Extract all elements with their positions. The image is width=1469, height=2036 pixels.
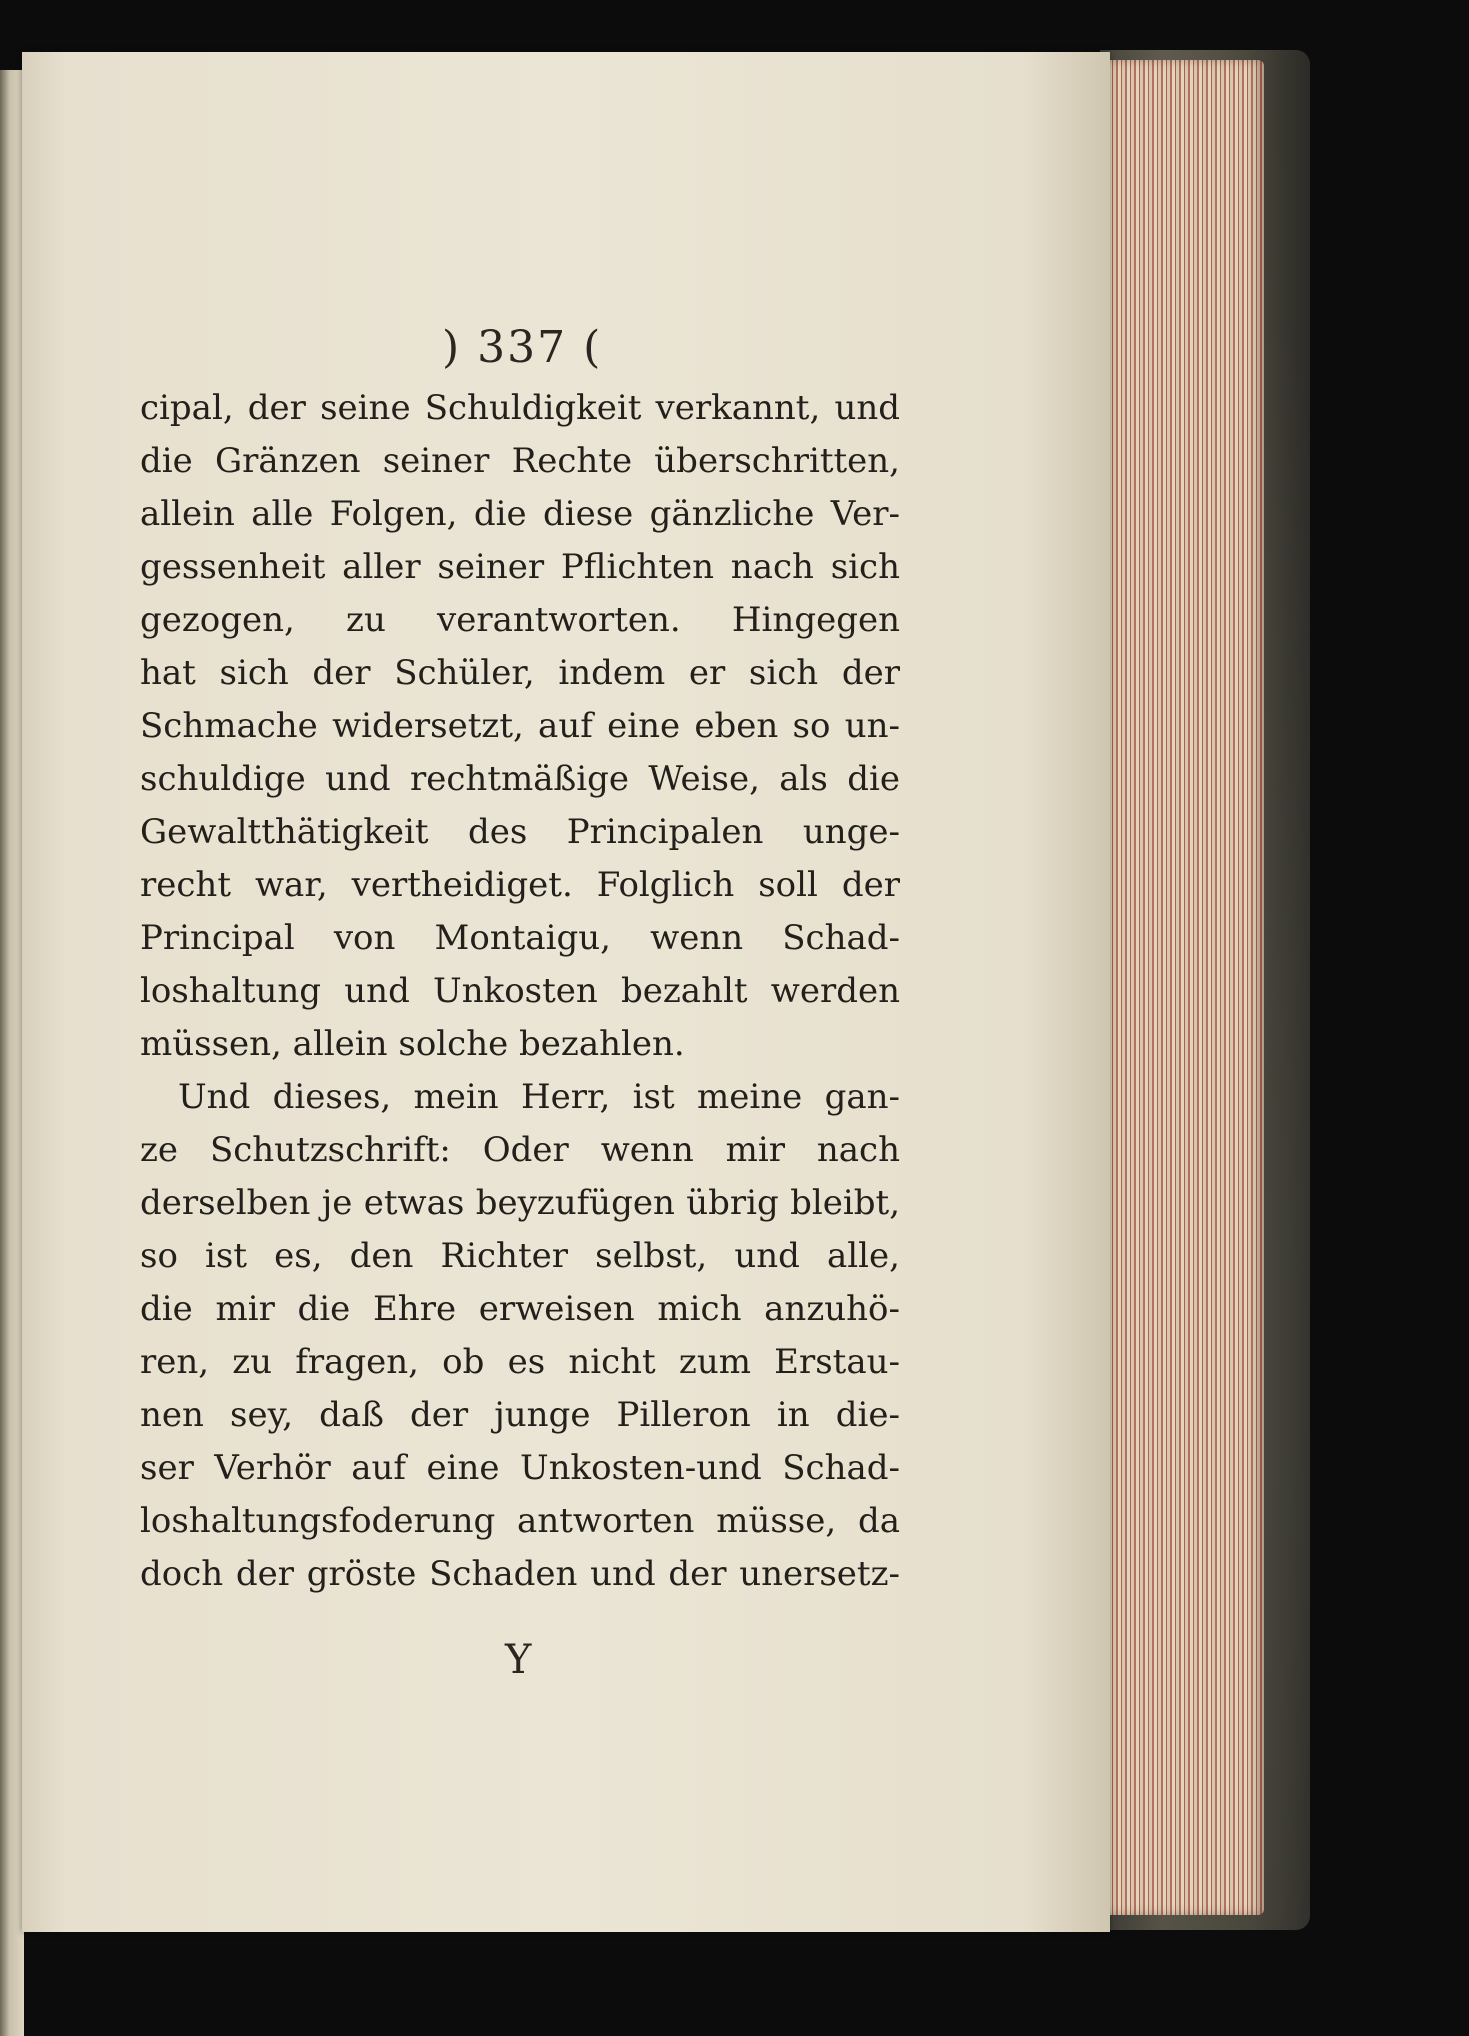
- text-line: Schmache widersetzt, auf eine eben so un-: [140, 706, 900, 746]
- previous-page-edge: [0, 70, 24, 2036]
- text-line: hat sich der Schüler, indem er sich der: [140, 653, 900, 693]
- text-line: müssen, allein solche bezahlen.: [140, 1024, 685, 1064]
- text-line: ser Verhör auf eine Unkosten-und Schad-: [140, 1448, 900, 1488]
- text-line: die mir die Ehre erweisen mich anzuhö-: [140, 1289, 900, 1329]
- text-line: Und dieses, mein Herr, ist meine gan-: [178, 1077, 900, 1117]
- text-line: die Gränzen seiner Rechte überschritten,: [140, 441, 900, 481]
- text-line: schuldige und rechtmäßige Weise, als die: [140, 759, 900, 799]
- text-line: recht war, vertheidiget. Folglich soll der: [140, 865, 900, 905]
- text-line: so ist es, den Richter selbst, und alle,: [140, 1236, 900, 1276]
- book-page: [22, 52, 1110, 1932]
- text-line: ren, zu fragen, ob es nicht zum Erstau-: [140, 1342, 900, 1382]
- text-line: Principal von Montaigu, wenn Schad-: [140, 918, 900, 958]
- text-line: loshaltung und Unkosten bezahlt werden: [140, 971, 900, 1011]
- page-number-header: ) 337 (: [442, 322, 603, 373]
- text-line: derselben je etwas beyzufügen übrig bleibt,: [140, 1183, 900, 1223]
- text-line: gezogen, zu verantworten. Hingegen: [140, 600, 900, 640]
- signature-mark: Y: [505, 1637, 532, 1683]
- text-line: ze Schutzschrift: Oder wenn mir nach: [140, 1130, 900, 1170]
- text-line: gessenheit aller seiner Pflichten nach sich: [140, 547, 900, 587]
- text-line: loshaltungsfoderung antworten müsse, da: [140, 1501, 900, 1541]
- page-edges: [1104, 60, 1264, 1915]
- text-line: doch der gröste Schaden und der unersetz-: [140, 1554, 900, 1594]
- text-line: Gewaltthätigkeit des Principalen unge-: [140, 812, 900, 852]
- text-line: cipal, der seine Schuldigkeit verkannt, und: [140, 388, 900, 428]
- text-line: allein alle Folgen, die diese gänzliche Ver-: [140, 494, 900, 534]
- body-text: [140, 382, 900, 1601]
- text-line: nen sey, daß der junge Pilleron in die-: [140, 1395, 900, 1435]
